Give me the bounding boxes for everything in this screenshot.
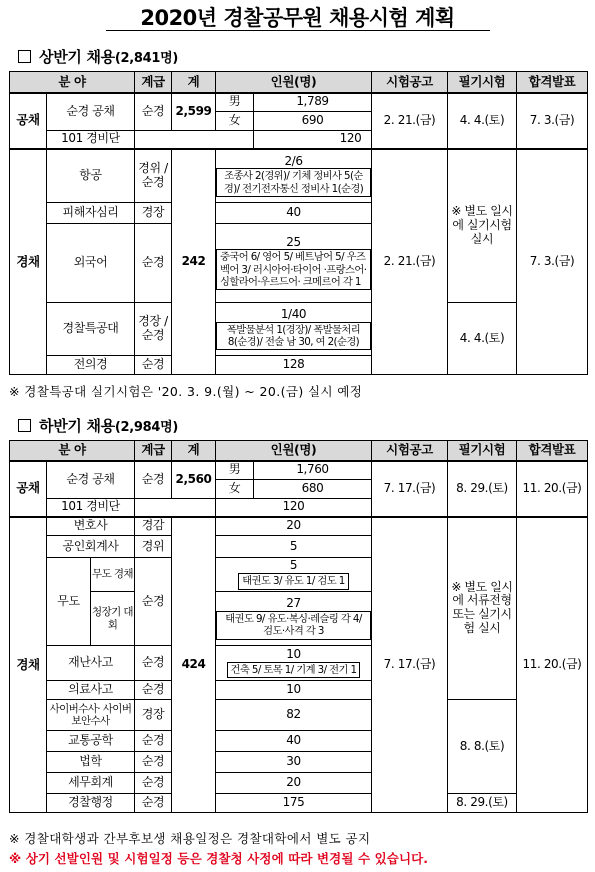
- value-cell: [216, 558, 372, 592]
- value-text: 1/40: [280, 306, 307, 321]
- second-half-table: [9, 440, 588, 813]
- female-value: 690: [254, 112, 372, 131]
- written-note: ※ 별도 일시에 실기시험 실시: [448, 149, 517, 303]
- header-field: 분 야: [10, 72, 135, 93]
- female-label: 女: [216, 112, 254, 131]
- first-half-heading: [18, 46, 178, 67]
- written-date: 8. 8.(토): [448, 700, 517, 794]
- header-result: 합격발표: [517, 441, 588, 461]
- header-total: 계: [172, 441, 216, 461]
- announce-date: 2. 21.(금): [372, 93, 448, 149]
- announce-date: 7. 17.(금): [372, 461, 448, 517]
- rank-cell: 경위: [135, 536, 172, 558]
- value-cell: [216, 646, 372, 681]
- value-cell: [216, 224, 372, 303]
- value-cell: 40: [216, 203, 372, 224]
- group-label-gyeongchae: 경채: [10, 517, 47, 813]
- header-field: 분 야: [10, 441, 135, 461]
- group-label-gyeongchae: 경채: [10, 149, 47, 375]
- first-half-count: (2,841명): [114, 51, 179, 66]
- value-cell: [216, 592, 372, 646]
- announce-date: 2. 21.(금): [372, 149, 448, 375]
- value-text: 10: [286, 646, 301, 661]
- table-header-row: [10, 72, 588, 93]
- rank-cell: 순경: [135, 752, 172, 773]
- value-cell: 40: [216, 731, 372, 752]
- field-cell: 재난사고: [47, 646, 135, 681]
- field-cell: 무도: [47, 558, 91, 646]
- first-half-note: ※ 경찰특공대 실기시험은 '20. 3. 9.(월) ~ 20.(금) 실시 예정: [9, 384, 363, 399]
- written-note: ※ 별도 일시에 서류전형 또는 실기시험 실시: [448, 517, 517, 700]
- header-written: 필기시험: [448, 441, 517, 461]
- rank-cell: 경장: [135, 700, 172, 731]
- rank-cell: 순경: [135, 794, 172, 813]
- written-date: 4. 4.(토): [448, 93, 517, 149]
- value-cell: 5: [216, 536, 372, 558]
- field-cell: 청장기 대회: [91, 592, 135, 646]
- header-headcount: 인원(명): [216, 441, 372, 461]
- male-value: 1,789: [254, 93, 372, 112]
- rank-cell: 순경: [135, 461, 172, 499]
- second-half-heading-text: 하반기 채용: [39, 417, 115, 435]
- female-value: 680: [254, 480, 372, 499]
- announce-date: 7. 17.(금): [372, 517, 448, 813]
- rank-cell: 순경: [135, 558, 172, 646]
- group-label-gongchae: 공채: [10, 461, 47, 517]
- value-cell: 10: [216, 681, 372, 700]
- table-row: [10, 461, 588, 480]
- checkbox-square-icon: [18, 419, 31, 432]
- value-text: 25: [286, 234, 301, 249]
- rank-cell: 경장 /순경: [135, 303, 172, 356]
- header-result: 합격발표: [517, 72, 588, 93]
- field-cell: 외국어: [47, 224, 135, 303]
- field-cell: 피해자심리: [47, 203, 135, 224]
- header-announce: 시험공고: [372, 441, 448, 461]
- value-cell: 120: [254, 131, 448, 149]
- detail-box: 건축 5/ 토목 1/ 기계 3/ 전기 1: [227, 662, 361, 678]
- empty-cell: [135, 499, 216, 517]
- table-row: [10, 93, 588, 112]
- total-cell: 2,599: [172, 93, 216, 131]
- footnote-1: ※ 경찰대학생과 간부후보생 채용일정은 경찰대학에서 별도 공지: [9, 831, 371, 846]
- result-date: 7. 3.(금): [517, 149, 588, 375]
- value-cell: 82: [216, 700, 372, 731]
- male-label: 男: [216, 461, 254, 480]
- detail-box: 태권도 3/ 유도 1/ 검도 1: [238, 573, 348, 589]
- first-half-heading-text: 상반기 채용: [39, 48, 115, 66]
- rank-cell: 순경: [135, 681, 172, 700]
- result-date: 11. 20.(금): [517, 517, 588, 813]
- value-cell: [216, 149, 372, 203]
- value-cell: [216, 303, 372, 356]
- result-date: 7. 3.(금): [517, 93, 588, 149]
- written-date: 8. 29.(토): [448, 461, 517, 517]
- title-underline: [106, 30, 490, 31]
- written-date: 8. 29.(토): [448, 794, 517, 813]
- field-cell: 항공: [47, 149, 135, 203]
- first-half-table: [9, 71, 588, 375]
- table-header-row: [10, 441, 588, 461]
- rank-cell: 순경: [135, 224, 172, 303]
- rank-cell: 경감: [135, 517, 172, 536]
- field-cell: 변호사: [47, 517, 135, 536]
- male-value: 1,760: [254, 461, 372, 480]
- value-text: 2/6: [284, 153, 303, 168]
- field-cell: 경찰행정: [47, 794, 135, 813]
- total-cell: 242: [172, 149, 216, 375]
- value-cell: 30: [216, 752, 372, 773]
- header-announce: 시험공고: [372, 72, 448, 93]
- female-label: 女: [216, 480, 254, 499]
- field-cell: 순경 공채: [47, 461, 135, 499]
- detail-box: 태권도 9/ 유도·복싱·레슬링 각 4/ 검도·사격 각 3: [216, 611, 371, 640]
- field-cell: 의료사고: [47, 681, 135, 700]
- header-written: 필기시험: [448, 72, 517, 93]
- header-headcount: 인원(명): [216, 72, 372, 93]
- field-cell: 101 경비단: [47, 131, 135, 149]
- header-rank: 계급: [135, 72, 172, 93]
- rank-cell: 순경: [135, 731, 172, 752]
- footnote-2: ※ 상기 선발인원 및 시험일정 등은 경찰청 사정에 따라 변경될 수 있습니다.: [9, 851, 429, 866]
- detail-box: 폭발물분석 1(경장)/ 폭발물처리 8(순경)/ 전술 남 30, 여 2(순경): [216, 322, 371, 351]
- table-row: [10, 794, 588, 813]
- field-cell: 교통공학: [47, 731, 135, 752]
- field-cell: 경찰특공대: [47, 303, 135, 356]
- second-half-count: (2,984명): [114, 420, 179, 435]
- header-total: 계: [172, 72, 216, 93]
- detail-box: 중국어 6/ 영어 5/ 베트남어 5/ 우즈벡어 3/ 러시아어·타이어 ·프랑스어·싱할라어·우르드어· 크메르어 각 1: [216, 249, 371, 290]
- value-cell: 20: [216, 773, 372, 794]
- field-cell: 순경 공채: [47, 93, 135, 131]
- rank-cell: 순경: [135, 356, 172, 375]
- male-label: 男: [216, 93, 254, 112]
- rank-cell: 경장: [135, 203, 172, 224]
- value-cell: 128: [216, 356, 372, 375]
- header-rank: 계급: [135, 441, 172, 461]
- value-cell: 120: [216, 499, 372, 517]
- table-row: [10, 517, 588, 536]
- total-cell: 424: [172, 517, 216, 813]
- table-row: [10, 303, 588, 356]
- detail-box: 조종사 2(경위)/ 기체 정비사 5(순경)/ 전기전자통신 정비사 1(순경): [216, 168, 371, 197]
- value-text: 5: [289, 558, 298, 573]
- value-cell: 175: [216, 794, 372, 813]
- result-date: 11. 20.(금): [517, 461, 588, 517]
- field-cell: 전의경: [47, 356, 135, 375]
- value-cell: 20: [216, 517, 372, 536]
- rank-cell: 순경: [135, 773, 172, 794]
- second-half-heading: [18, 415, 178, 436]
- value-text: 27: [286, 596, 301, 611]
- rank-cell: 경위 /순경: [135, 149, 172, 203]
- field-cell: 공인회계사: [47, 536, 135, 558]
- field-cell: 무도 경채: [91, 558, 135, 592]
- page-title: 2020년 경찰공무원 채용시험 계획: [140, 6, 455, 30]
- table-row: [10, 149, 588, 203]
- total-cell: 2,560: [172, 461, 216, 499]
- rank-cell: 순경: [135, 93, 172, 131]
- written-date: 4. 4.(토): [448, 303, 517, 375]
- field-cell: 101 경비단: [47, 499, 135, 517]
- table-row: [10, 700, 588, 731]
- field-cell: 법학: [47, 752, 135, 773]
- field-cell: 세무회계: [47, 773, 135, 794]
- empty-cell: [135, 131, 254, 149]
- group-label-gongchae: 공채: [10, 93, 47, 149]
- checkbox-square-icon: [18, 50, 31, 63]
- rank-cell: 순경: [135, 646, 172, 681]
- field-cell: 사이버수사· 사이버보안수사: [47, 700, 135, 731]
